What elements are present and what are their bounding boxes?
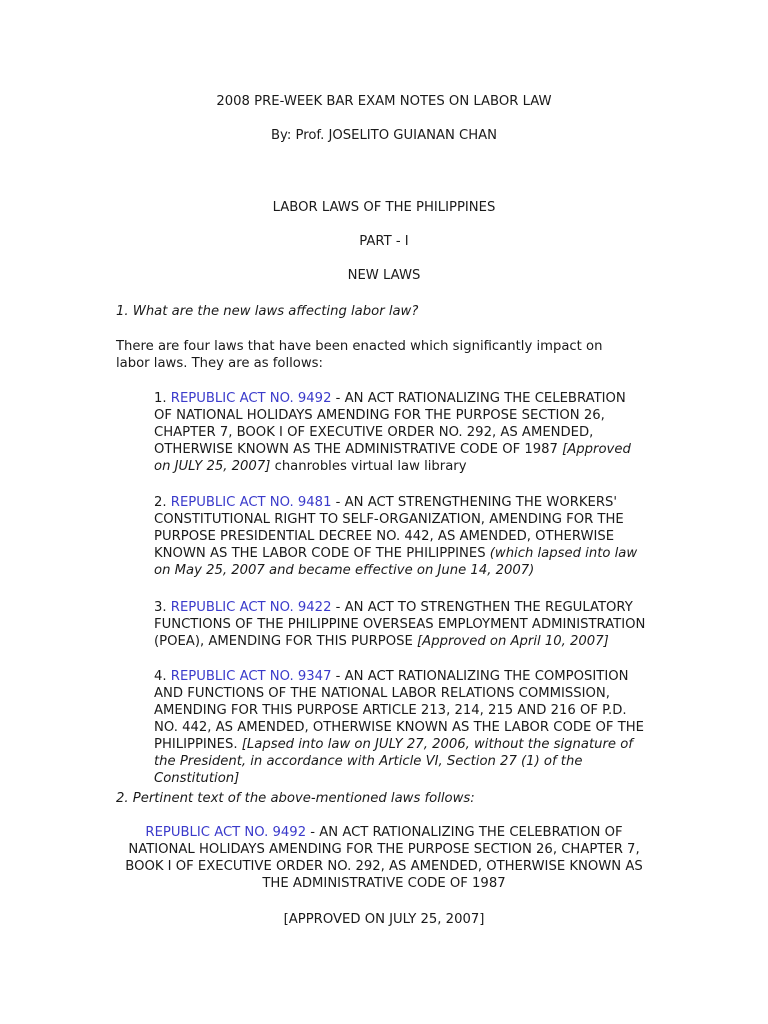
- intro-paragraph: There are four laws that have been enacted which significantly impact on labor laws. They are as follows:: [116, 339, 603, 371]
- law-item-3: 3. REPUBLIC ACT NO. 9422 - AN ACT TO STRENGTHEN THE REGULATORY FUNCTIONS OF THE PHILIPPINE OVERSEAS EMPLOYMENT ADMINISTRATION (POEA), AMENDING FOR THIS PURPOSE [Approved on April 10, 2007]: [154, 600, 646, 649]
- law-item-4: 4. REPUBLIC ACT NO. 9347 - AN ACT RATIONALIZING THE COMPOSITION AND FUNCTIONS OF THE NATIONAL LABOR RELATIONS COMMISSION, AMENDING FOR THIS PURPOSE ARTICLE 213, 214, 215 AND 216 OF P.D. NO. 442, AS AMENDED, OTHERWISE KNOWN AS THE LABOR CODE OF THE PHILIPPINES. [Lapsed into law on JULY 27, 2006, without the signature of the President, in accordance with Article VI, Section 27 (1) of the Constitution]: [154, 669, 645, 786]
- part-label: PART - I: [359, 234, 409, 249]
- law-link-9492[interactable]: REPUBLIC ACT NO. 9492: [170, 391, 332, 406]
- law-link-9422[interactable]: REPUBLIC ACT NO. 9422: [170, 600, 332, 615]
- question-1: 1. What are the new laws affecting labor law?: [116, 304, 419, 319]
- law-item-1: 1. REPUBLIC ACT NO. 9492 - AN ACT RATIONALIZING THE CELEBRATION OF NATIONAL HOLIDAYS AMENDING FOR THE PURPOSE SECTION 26, CHAPTER 7, BOOK I OF EXECUTIVE ORDER NO. 292, AS AMENDED, OTHERWISE KNOWN AS THE ADMINISTRATIVE CODE OF 1987 [Approved on JULY 25, 2007] chanrobles virtual law library: [154, 391, 631, 474]
- law-item-2: 2. REPUBLIC ACT NO. 9481 - AN ACT STRENGTHENING THE WORKERS' CONSTITUTIONAL RIGHT TO SELF-ORGANIZATION, AMENDING FOR THE PURPOSE PRESIDENTIAL DECREE NO. 442, AS AMENDED, OTHERWISE KNOWN AS THE LABOR CODE OF THE PHILIPPINES (which lapsed into law on May 25, 2007 and became effective on June 14, 2007): [154, 495, 638, 578]
- pertinent-law-heading: REPUBLIC ACT NO. 9492 - AN ACT RATIONALIZING THE CELEBRATION OF NATIONAL HOLIDAYS AMENDING FOR THE PURPOSE SECTION 26, CHAPTER 7, BOOK I OF EXECUTIVE ORDER NO. 292, AS AMENDED, OTHERWISE KNOWN AS THE ADMINISTRATIVE CODE OF 1987: [125, 825, 643, 891]
- pertinent-law-link-9492[interactable]: REPUBLIC ACT NO. 9492: [145, 825, 307, 840]
- law-link-9347[interactable]: REPUBLIC ACT NO. 9347: [170, 669, 332, 684]
- question-2: 2. Pertinent text of the above-mentioned laws follows:: [116, 791, 475, 806]
- document-title: 2008 PRE-WEEK BAR EXAM NOTES ON LABOR LAW: [216, 94, 552, 109]
- law-link-9481[interactable]: REPUBLIC ACT NO. 9481: [170, 495, 332, 510]
- section-subheading: NEW LAWS: [347, 268, 421, 283]
- section-heading: LABOR LAWS OF THE PHILIPPINES: [272, 200, 496, 215]
- document-author: By: Prof. JOSELITO GUIANAN CHAN: [270, 128, 498, 143]
- approved-date: [APPROVED ON JULY 25, 2007]: [283, 912, 485, 927]
